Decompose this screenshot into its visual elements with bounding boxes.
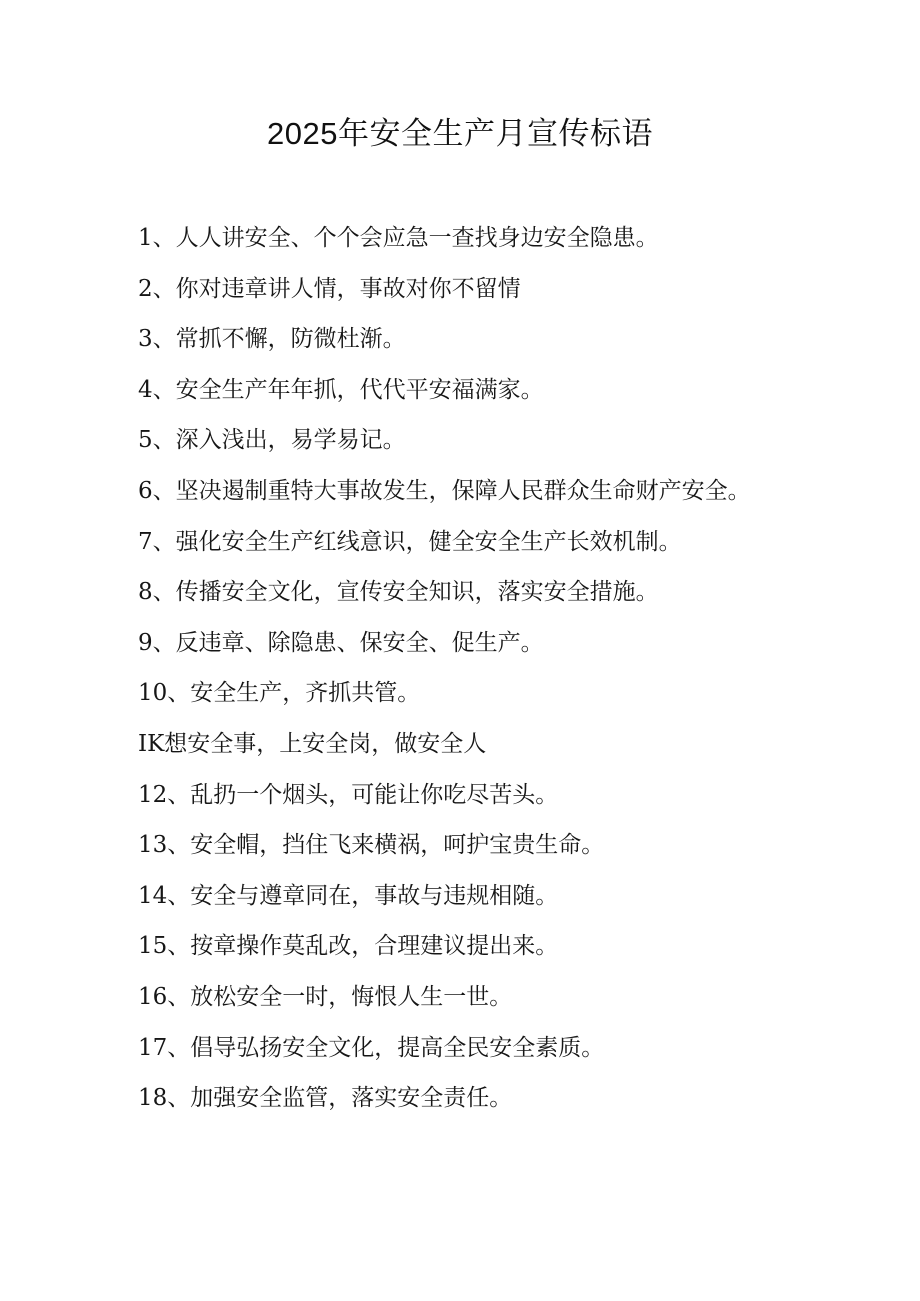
slogan-item: 8、传播安全文化，宣传安全知识，落实安全措施。 — [138, 579, 659, 606]
slogan-item: 9、反违章、除隐患、保安全、促生产。 — [138, 629, 544, 656]
slogan-item: 15、按章操作莫乱改，合理建议提出来。 — [138, 933, 559, 960]
slogan-item: 6、坚决遏制重特大事故发生，保障人民群众生命财产安全。 — [138, 477, 751, 504]
slogan-item: 1、人人讲安全、个个会应急一查找身边安全隐患。 — [138, 225, 659, 251]
slogan-item: 16、放松安全一时，悔恨人生一世。 — [138, 983, 513, 1010]
slogan-item: 12、乱扔一个烟头，可能让你吃尽苦头。 — [138, 781, 559, 808]
slogan-item: 4、安全生产年年抓，代代平安福满家。 — [138, 376, 544, 403]
slogan-item: 3、常抓不懈，防微杜渐。 — [138, 326, 406, 353]
slogan-item: 7、强化安全生产红线意识，健全安全生产长效机制。 — [138, 528, 682, 555]
slogan-list — [138, 213, 898, 1124]
slogan-item: IK想安全事，上安全岗，做安全人 — [138, 730, 487, 757]
document-title: 2025年安全生产月宣传标语 — [267, 116, 653, 151]
slogan-item: 13、安全帽，挡住飞来横祸，呵护宝贵生命。 — [138, 832, 605, 859]
slogan-item: 10、安全生产，齐抓共管。 — [138, 680, 421, 707]
slogan-item: 17、倡导弘扬安全文化，提高全民安全素质。 — [138, 1034, 605, 1061]
slogan-item: 2、你对违章讲人情，事故对你不留情 — [138, 275, 521, 302]
slogan-item: 14、安全与遵章同在，事故与违规相随。 — [138, 882, 559, 909]
slogan-item: 18、加强安全监管，落实安全责任。 — [138, 1085, 513, 1112]
slogan-item: 5、深入浅出，易学易记。 — [138, 427, 406, 454]
